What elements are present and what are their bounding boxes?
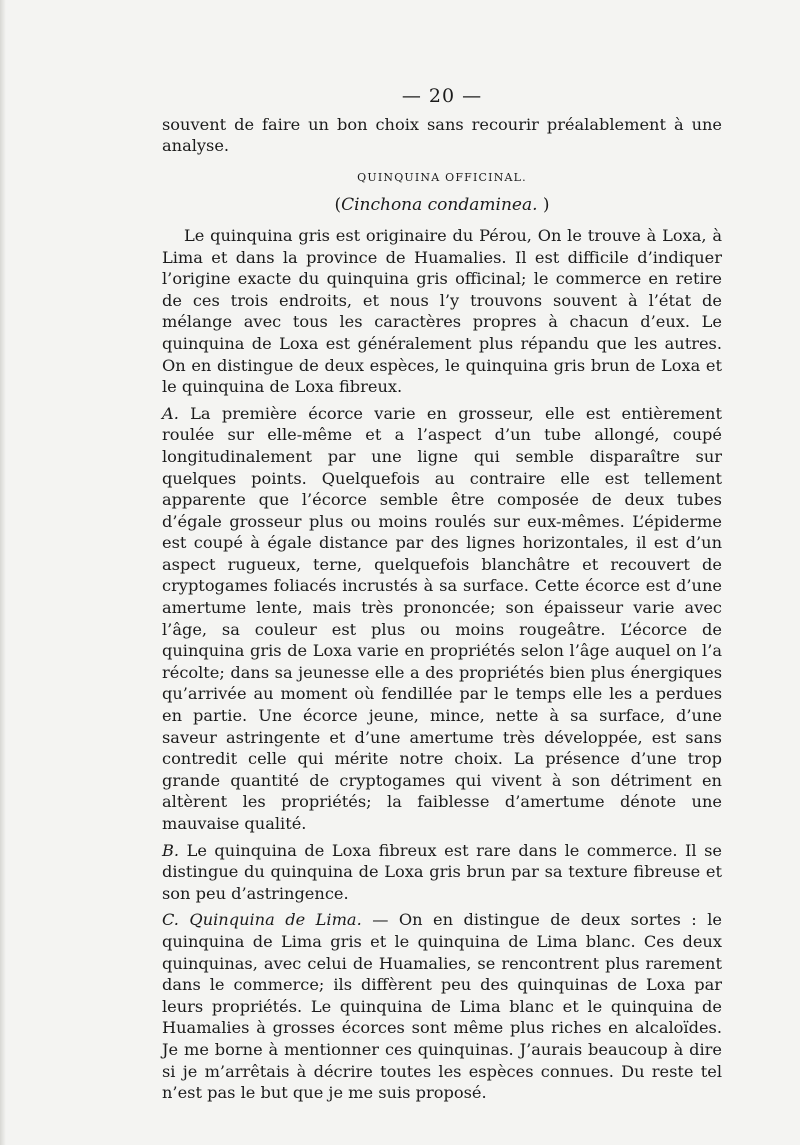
species-open: (: [334, 195, 342, 216]
paragraph-b: [162, 840, 722, 905]
paragraph-b-text: Le quinquina de Loxa fibreux est rare dans le commerce. Il se distingue du quinquina de Loxa gris brun par sa texture fibreuse et son peu d’astringence.: [162, 840, 722, 903]
paragraph-a-text: La première écorce varie en grosseur, elle est entièrement roulée sur elle-même et a l’aspect d’un tube allongé, coupé longitudinalement par une ligne qui semble disparaître sur quelques points. Quelquefois au contraire elle est tellement apparente que l’écorce semble être composée de deux tubes d’égale grosseur plus ou moins roulés sur eux-mêmes. L’épiderme est coupé à égale distance par des lignes horizontales, il est d’un aspect rugueux, terne, quelquefois blanchâtre et recouvert de cryptogames foliacés incrustés à sa surface. Cette écorce est d’une amertume lente, mais très prononcée; son épaisseur varie avec l’âge, sa couleur est plus ou moins rougeâtre. L’écorce de quinquina gris de Loxa varie en propriétés selon l’âge auquel on l’a récolte; dans sa jeunesse elle a des propriétés bien plus énergiques qu’arrivée au moment où fendillée par le temps elle les a perdues en partie. Une écorce jeune, mince, nette à sa surface, d’une saveur astringente et d’une amertume très développée, est sans contredit celle qui mérite notre choix. La présence d’une trop grande quantité de cryptogames qui vivent à son détriment en altèrent les propriétés; la faiblesse d’amertume dénote une mauvaise qualité.: [162, 403, 722, 833]
paragraph-a: [162, 403, 722, 835]
intro-paragraph: souvent de faire un bon choix sans recourir préalablement à une analyse.: [162, 114, 722, 156]
paragraph-c-marker: C. Quinquina de Lima.: [162, 910, 362, 930]
paragraph-a-marker: A.: [162, 403, 179, 423]
page-number: — 20 —: [401, 85, 483, 107]
species-name: Cinchona condaminea.: [341, 195, 538, 216]
paragraph-c-text: — On en distingue de deux sortes : le quinquina de Lima gris et le quinquina de Lima blanc. Ces deux quinquinas, avec celui de Huamalies, se rencontrent plus rarement dans le commerce; ils diffèrent peu des quinquinas de Loxa par leurs propriétés. Le quinquina de Lima blanc et le quinquina de Huamalies à grosses écorces sont même plus riches en alcaloïdes. Je me borne à mentionner ces quinquinas. J’aurais beaucoup à dire si je m’arrêtais à décrire toutes les espèces connues. Du reste tel n’est pas le but que je me suis proposé.: [162, 910, 722, 1103]
paragraph-c: [162, 909, 722, 1103]
section-label: QUINQUINA OFFICINAL.: [357, 170, 527, 184]
scan-edge: [0, 0, 6, 1145]
text-block: [162, 86, 722, 1104]
species-close: ): [542, 195, 550, 216]
species-heading: [162, 195, 722, 217]
paragraph-b-marker: B.: [162, 840, 180, 860]
paragraph-origin: Le quinquina gris est originaire du Pérou, On le trouve à Loxa, à Lima et dans la province de Huamalies. Il est difficile d’indiquer l’origine exacte du quinquina gris officinal; le commerce en retire de ces trois endroits, et nous l’y trouvons souvent à l’état de mélange avec tous les caractères propres à chacun d’eux. Le quinquina de Loxa est généralement plus répandu que les autres. On en distingue de deux espèces, le quinquina gris brun de Loxa et le quinquina de Loxa fibreux.: [162, 225, 722, 397]
